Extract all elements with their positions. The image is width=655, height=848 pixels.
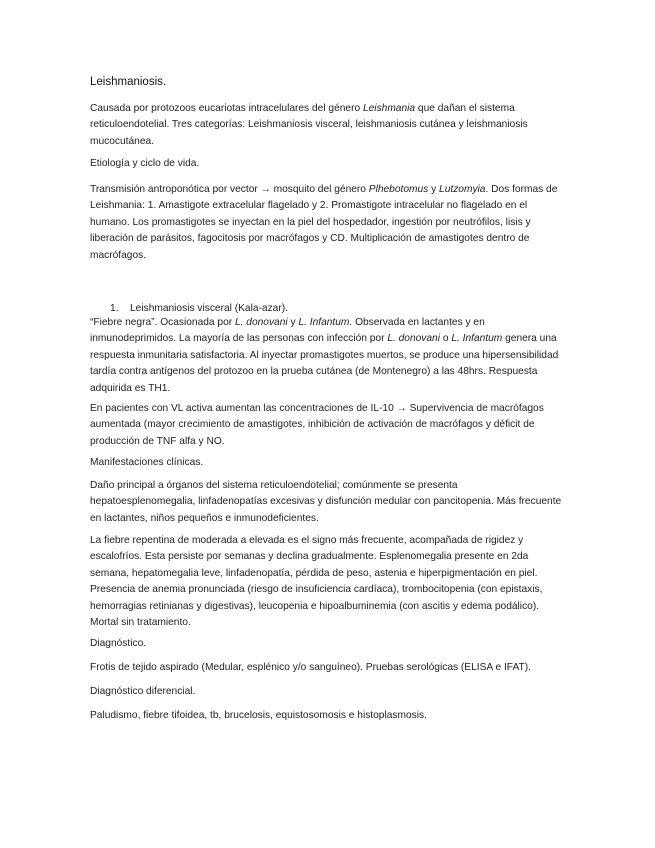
document-title: Leishmaniosis.	[90, 76, 167, 88]
heading-etiologia: Etiología y ciclo de vida.	[90, 158, 200, 169]
list-item-label: Leishmaniosis visceral (Kala-azar).	[130, 303, 288, 315]
heading-diagnostico: Diagnóstico.	[90, 638, 147, 649]
dano-paragraph: Daño principal a órganos del sistema reticuloendotelial; comúnmente se presenta hepatoesplenomegalia, linfadenopatías excesivas y disfunción medular con pancitopenia. Más frecuente en lactantes, niños pequeños e inmunodeficientes.	[90, 480, 562, 524]
transmision-paragraph: Transmisión antroponótica por vector → mosquito del género Plhebotomus y Lutzomyia. Dos formas de Leishmania: 1. Amastigote extracelular flagelado y 2. Promastigote intracelular no flagelado en el humano. Los promastigotes se inyectan en la piel del hospedador, ingestión por neutrófilos, lisis y liberación de parásitos, fagocitosis por macrófagos y CD. Multiplicación de amastigotes dentro de macrófagos.	[90, 184, 558, 261]
pacientes-paragraph: En pacientes con VL activa aumentan las concentraciones de IL-10 → Supervivencia de macrófagos aumentada (mayor crecimiento de amastigotes, inhibición de activación de macrófagos y déficit de producción de TNF alfa y NO.	[90, 403, 544, 447]
intro-paragraph: Causada por protozoos eucariotas intracelulares del género Leishmania que dañan el sistema reticuloendotelial. Tres categorías: Leishmaniosis visceral, leishmaniosis cutánea y leishmaniosis mucocutánea.	[90, 103, 528, 147]
list-item-number: 1.	[110, 303, 119, 315]
fiebre-repentina-paragraph: La fiebre repentina de moderada a elevada es el signo más frecuente, acompañada de rigidez y escalofríos. Esta persiste por semanas y declina gradualmente. Esplenomegalia presente en 2da semana, hepatomegalia leve, linfadenopatía, pérdida de peso, astenia e hiperpigmentación en piel. Presencia de anemia pronunciada (riesgo de insuficiencia cardíaca), trombocitopenia (con epistaxis, hemorragias retinianas y digestivas), leucopenia e hipoalbuminemia (con ascitis y edema podálico). Mortal sin tratamiento.	[90, 535, 543, 629]
paludismo-paragraph: Paludismo, fiebre tifoidea, tb, brucelosis, equistosomosis e histoplasmosis.	[90, 710, 427, 721]
fiebre-negra-paragraph: “Fiebre negra”. Ocasionada por L. donovani y L. Infantum. Observada en lactantes y en inmunodeprimidos. La mayoría de las personas con infección por L. donovani o L. Infantum genera una respuesta inmunitaria satisfactoria. Al inyectar promastigotes muertos, se produce una hipersensibilidad tardía contra antígenos del protozoo en la prueba cutánea (de Montenegro) a las 48hrs. Respuesta adquirida es TH1.	[90, 317, 559, 394]
heading-manifestaciones: Manifestaciones clínicas.	[90, 457, 204, 468]
heading-diferencial: Diagnóstico diferencial.	[90, 686, 196, 697]
frotis-paragraph: Frotis de tejido aspirado (Medular, esplénico y/o sanguíneo). Pruebas serológicas (ELISA e IFAT).	[90, 662, 531, 673]
